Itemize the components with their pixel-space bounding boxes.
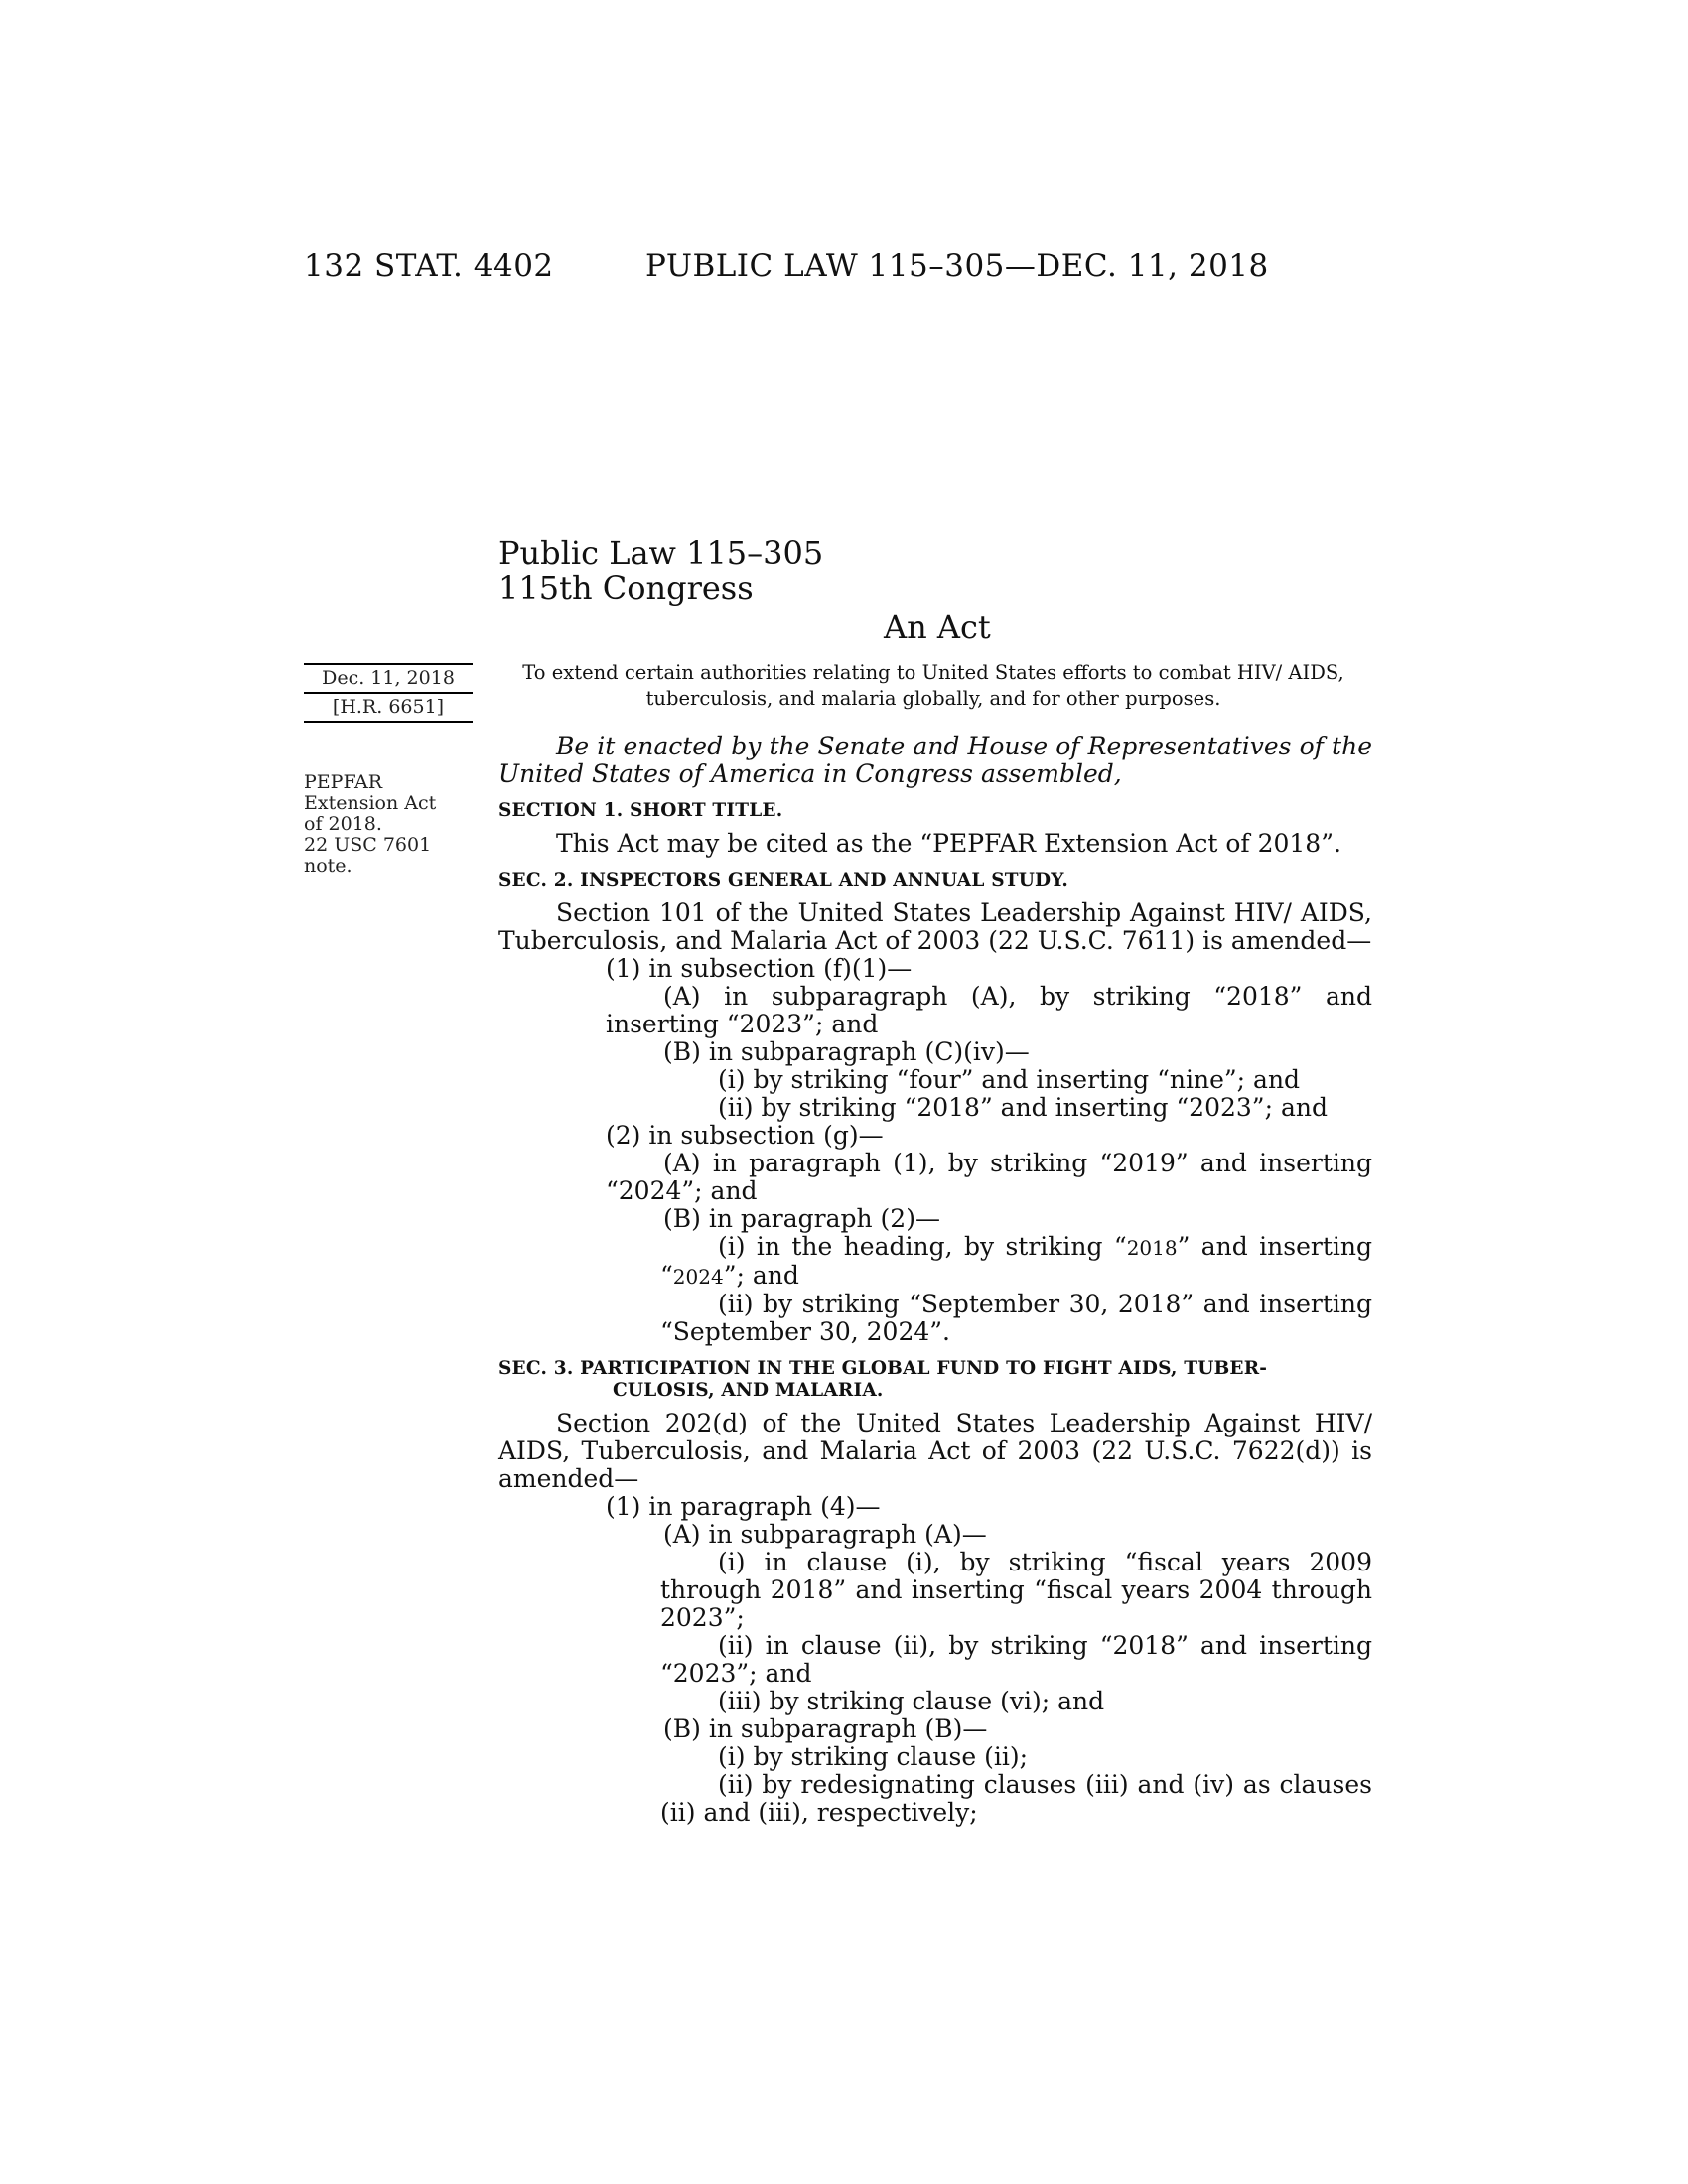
- act-heading: An Act: [884, 609, 991, 646]
- bill-number: [H.R. 6651]: [304, 692, 473, 721]
- amendment-clause: (ii) by striking “2018” and inserting “2023”; and: [718, 1093, 1328, 1122]
- small-caps-year: 2018: [1126, 1236, 1178, 1260]
- margin-note-line: of 2018.: [304, 813, 382, 835]
- section-3-heading: [498, 1358, 1372, 1402]
- margin-note-line: PEPFAR: [304, 771, 382, 793]
- public-law-number: Public Law 115–305: [498, 534, 824, 572]
- clause-text: ” and inserting “: [660, 1232, 1372, 1290]
- amendment-clause: (i) in clause (i), by striking “fiscal years 2009 through 2018” and inserting “fiscal years 2004 through 2023”;: [660, 1548, 1372, 1632]
- clause-text: (i) in the heading, by striking “: [718, 1232, 1127, 1261]
- section-3-heading-line: SEC. 3. PARTICIPATION IN THE GLOBAL FUND TO FIGHT AIDS, TUBER-: [498, 1358, 1268, 1379]
- amendment-subparagraph: (A) in subparagraph (A)—: [663, 1520, 987, 1549]
- amendment-clause: (iii) by striking clause (vi); and: [718, 1687, 1105, 1715]
- amendment-clause: (ii) by redesignating clauses (iii) and (iv) as clauses (ii) and (iii), respectively;: [660, 1770, 1372, 1827]
- amendment-paragraph: (1) in paragraph (4)—: [606, 1492, 881, 1521]
- enactment-date: Dec. 11, 2018: [322, 667, 455, 689]
- margin-note-line: note.: [304, 855, 352, 877]
- section-2-heading: SEC. 2. INSPECTORS GENERAL AND ANNUAL STUDY.: [498, 870, 1068, 890]
- act-summary: To extend certain authorities relating to United States efforts to combat HIV/ AIDS, tuberculosis, and malaria globally, and for other purposes.: [522, 661, 1344, 710]
- amendment-subparagraph: (B) in subparagraph (C)(iv)—: [663, 1037, 1030, 1066]
- stat-citation: 132 STAT. 4402: [304, 248, 554, 284]
- section-3-intro: Section 202(d) of the United States Leadership Against HIV/ AIDS, Tuberculosis, and Malaria Act of 2003 (22 U.S.C. 7622(d)) is amended—: [498, 1409, 1372, 1493]
- amendment-clause: (i) by striking “four” and inserting “nine”; and: [718, 1065, 1301, 1094]
- margin-date-box: [304, 663, 473, 723]
- amendment-clause: (i) by striking clause (ii);: [718, 1742, 1029, 1771]
- act-body: [498, 733, 1372, 1827]
- amendment-subparagraph: (B) in paragraph (2)—: [663, 1204, 940, 1233]
- clause-text: ”; and: [723, 1261, 799, 1290]
- running-header: PUBLIC LAW 115–305—DEC. 11, 2018: [645, 248, 1269, 284]
- congress-number: 115th Congress: [498, 569, 754, 607]
- section-2-intro: Section 101 of the United States Leadership Against HIV/ AIDS, Tuberculosis, and Malaria Act of 2003 (22 U.S.C. 7611) is amended—: [498, 898, 1372, 955]
- small-caps-year: 2024: [672, 1265, 724, 1289]
- amendment-paragraph: (2) in subsection (g)—: [606, 1121, 884, 1150]
- amendment-subparagraph: (B) in subparagraph (B)—: [663, 1714, 988, 1743]
- amendment-paragraph: (1) in subsection (f)(1)—: [606, 954, 913, 983]
- amendment-clause: (ii) in clause (ii), by striking “2018” and inserting “2023”; and: [660, 1631, 1372, 1688]
- amendment-subparagraph: (A) in paragraph (1), by striking “2019” and inserting “2024”; and: [606, 1149, 1372, 1205]
- margin-note-line: Extension Act: [304, 792, 437, 814]
- amendment-clause: [498, 1233, 1372, 1291]
- section-1-heading: SECTION 1. SHORT TITLE.: [498, 800, 783, 821]
- margin-note-line: 22 USC 7601: [304, 834, 432, 856]
- enacting-clause: Be it enacted by the Senate and House of Representatives of the United States of America in Congress assembled,: [498, 732, 1372, 788]
- section-3-heading-line: CULOSIS, AND MALARIA.: [613, 1380, 884, 1401]
- margin-note: [304, 772, 473, 877]
- amendment-clause: (ii) by striking “September 30, 2018” and inserting “September 30, 2024”.: [660, 1290, 1372, 1346]
- amendment-subparagraph: (A) in subparagraph (A), by striking “2018” and inserting “2023”; and: [606, 982, 1372, 1038]
- section-1-text: This Act may be cited as the “PEPFAR Extension Act of 2018”.: [556, 829, 1341, 858]
